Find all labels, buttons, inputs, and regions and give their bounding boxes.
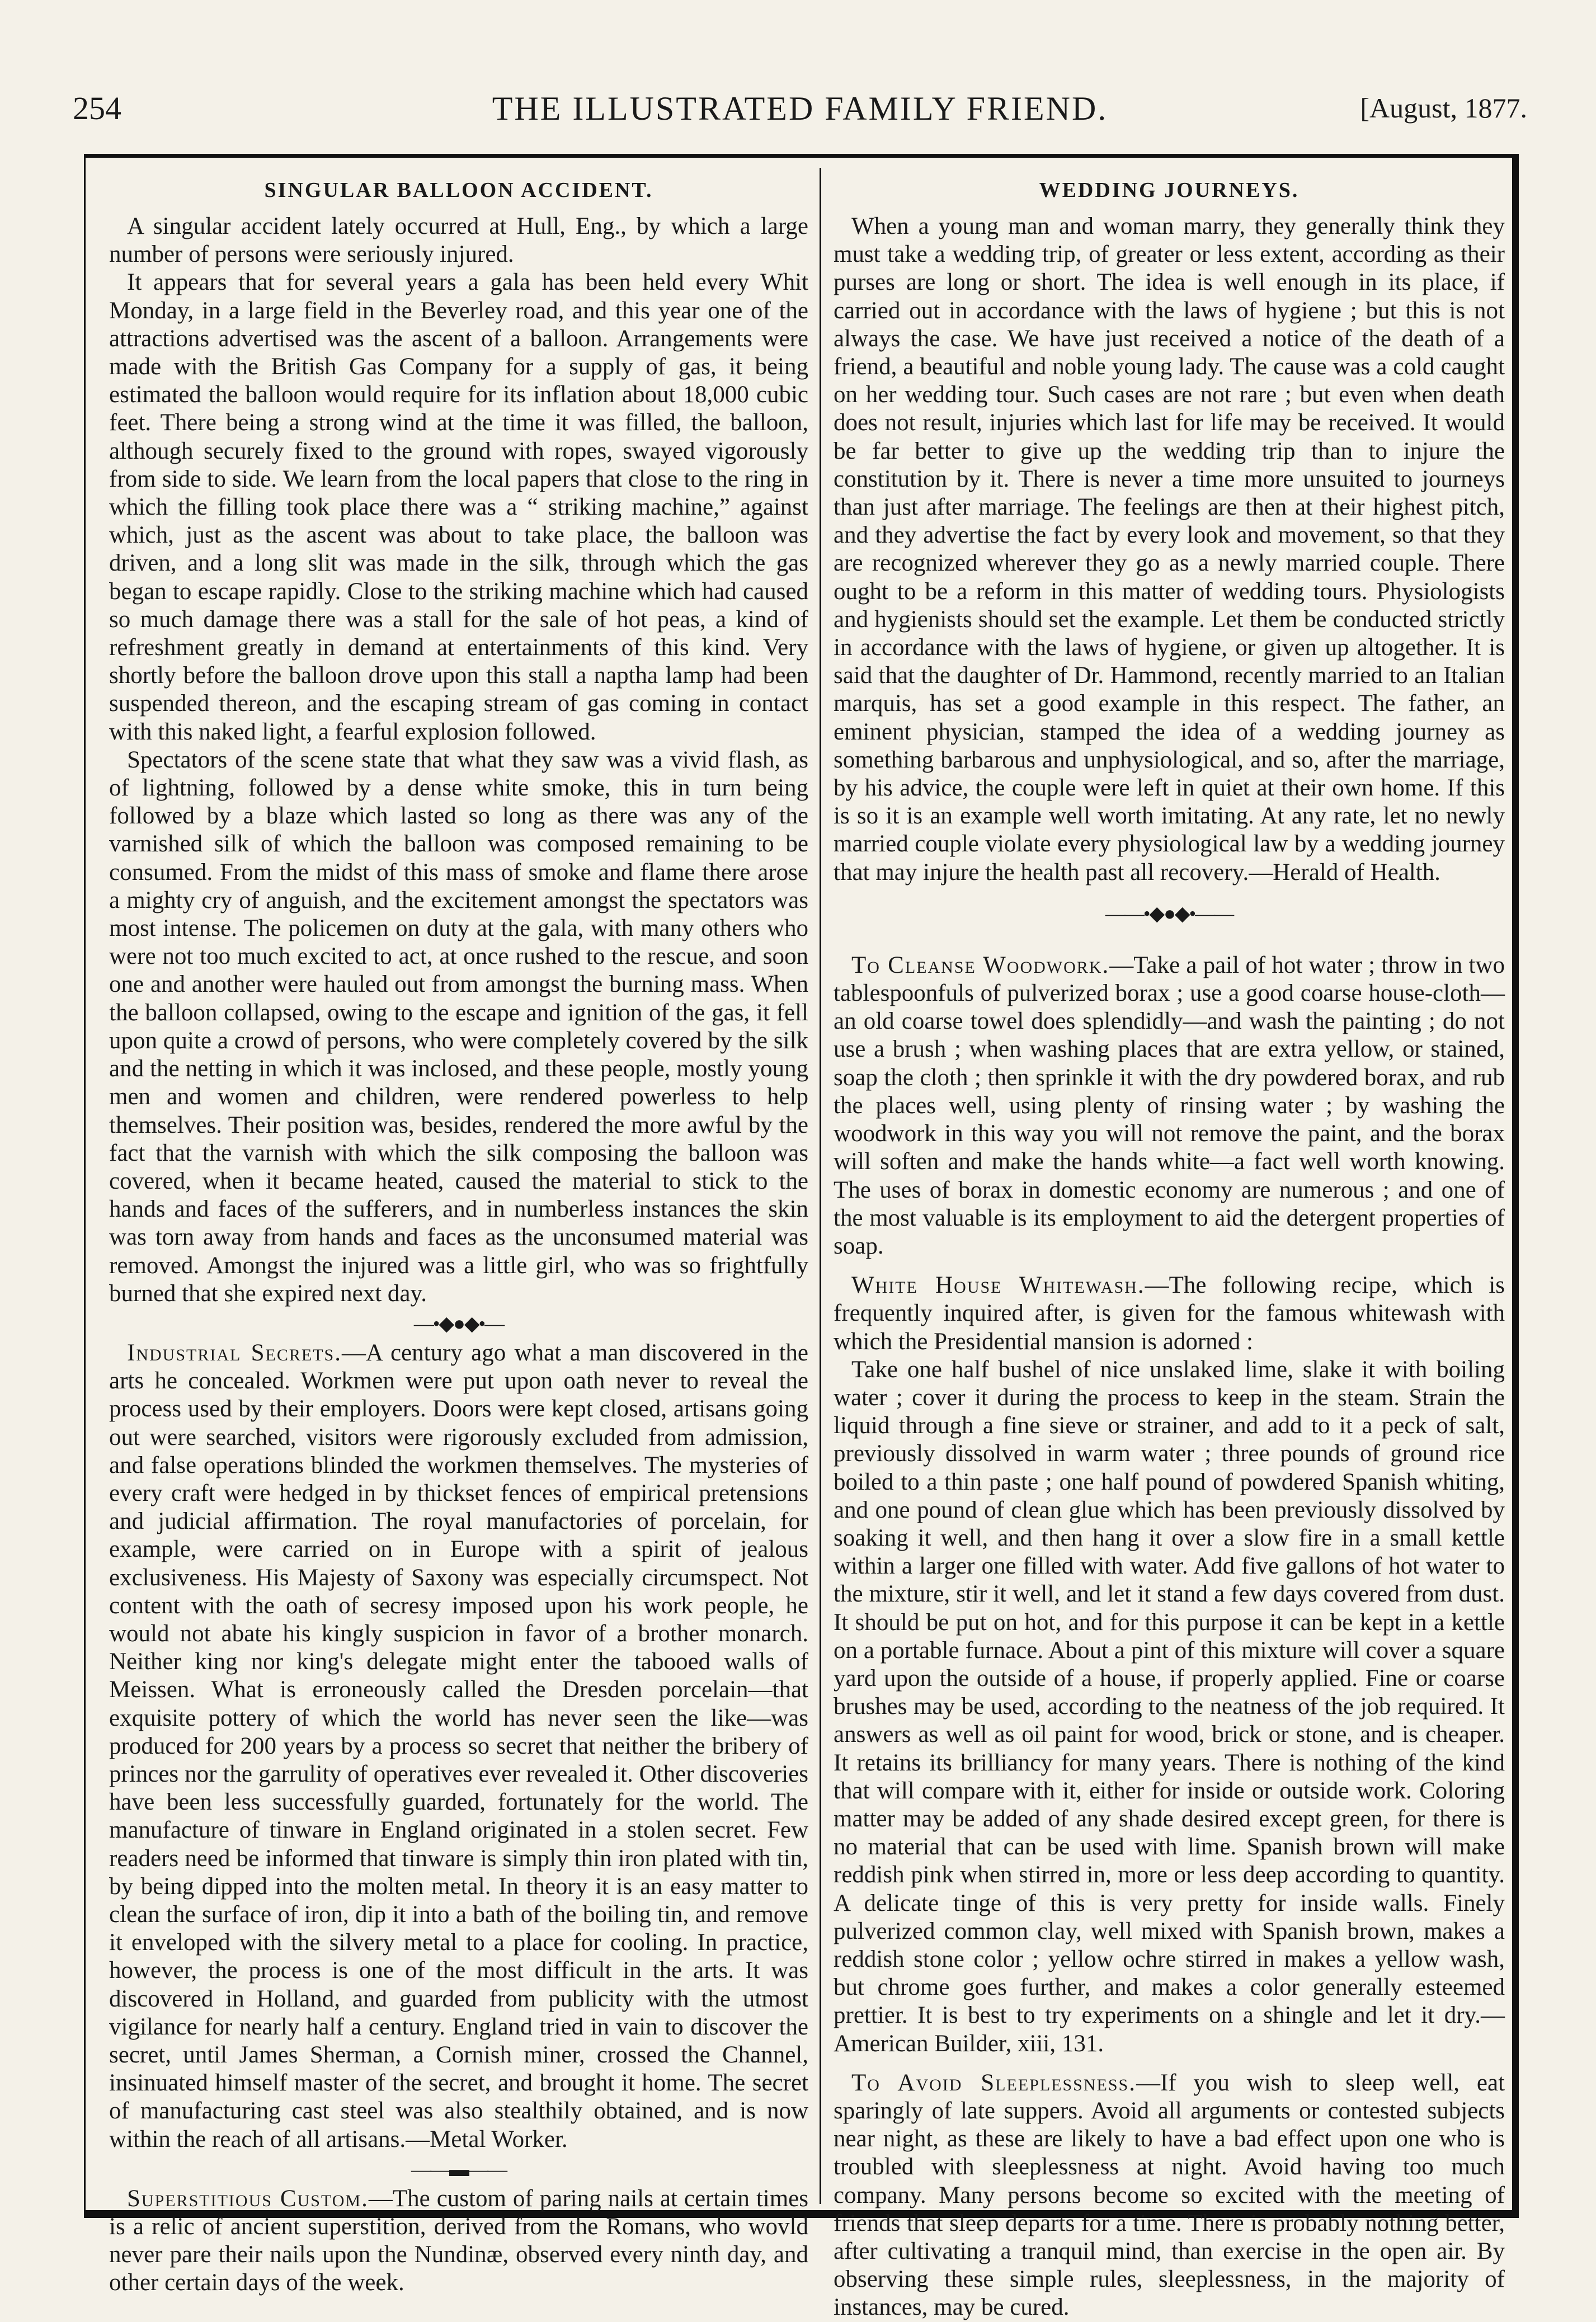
ornament-divider: —•◆●◆•— — [413, 1312, 504, 1335]
article-title: SINGULAR BALLOON ACCIDENT. — [264, 178, 653, 202]
left-column — [109, 173, 808, 2296]
paragraph: It appears that for several years a gala has been held every Whit Monday, in a large field in the Beverley road, and this year one of the attractions advertised was the ascent of a balloon. Arrangements were made with the British Gas Company for a supply of gas, it being estimated the balloon would require for its inflation about 18,000 cubic feet. There being a strong wind at the time it was filled, the balloon, although securely fixed to the ground with ropes, swayed vigorously from side to side. We learn from the local papers that close to the ring in which the filling took place there was a “ striking machine,” against which, just as the ascent was about to take place, the balloon was driven, and a long slit was made in the silk, through which the gas began to escape rapidly. Close to the striking machine which had caused so much damage there was a stall for the sale of hot peas, a kind of refreshment greatly in demand at entertainments of this kind. Very shortly before the balloon drove upon this stall a naptha lamp had been suspended thereon, and the escaping stream of gas coming in contact with this naked light, a fearful explosion followed. — [109, 269, 808, 745]
ornament-divider: ——•◆●◆•—— — [1105, 902, 1234, 925]
article-title: WEDDING JOURNEYS. — [1039, 178, 1300, 202]
paragraph: Spectators of the scene state that what they saw was a vivid flash, as of lightning, followed by a dense white smoke, this in turn being followed by a blaze which lasted so long as there was any of the varnished silk of which the balloon was composed remaining to be consumed. From the midst of this mass of smoke and flame there arose a mighty cry of anguish, and the excitement amongst the spectators was most intense. The policemen on duty at the gala, with many others who were not too much excited to act, at once rushed to the rescue, and soon one and another were hauled out from amongst the burning mass. When the balloon collapsed, owing to the escape and ignition of the gas, it fell upon quite a crowd of persons, who were completely covered by the silk and the netting in which it was inclosed, and these people, mostly young men and women and children, were rendered powerless to help themselves. Their position was, besides, rendered the more awful by the fact that the varnish with which the silk composing the balloon was covered, when it became heated, caused the material to stick to the hands and faces of the sufferers, and in numberless instances the skin was torn away from hands and faces as the unconsumed material was removed. Amongst the injured was a little girl, who was so frightfully burned that she expired next day. — [109, 746, 808, 1307]
column-rule — [820, 168, 821, 2204]
running-head — [73, 84, 1527, 145]
paragraph — [834, 2069, 1505, 2322]
paragraph-text: —If you wish to sleep well, eat sparingly of late suppers. Avoid all arguments or contested subjects near night, as these are likely to have a bad effect upon one who is troubled with sleeplessness at night. Avoid having too much company. Many persons become so excited with the meeting of friends that sleep departs for a time. There is probably nothing better, after cultivating a tranquil mind, than exercise in the open air. By observing these simple rules, sleeplessness, in the majority of instances, may be cured. — [834, 2069, 1505, 2321]
ornament-divider: ——▬—— — [411, 2158, 506, 2180]
lead-in: Superstitious Custom. — [127, 2185, 369, 2212]
paragraph — [834, 952, 1505, 1260]
paragraph — [109, 1339, 808, 2154]
paragraph-text: —A century ago what a man discovered in the arts he concealed. Workmen were put upon oath never to reveal the process used by their employers. Doors were kept closed, artisans going out were searched, visitors were rigorously excluded from admission, and false operations blinded the workmen themselves. The mysteries of every craft were hedged in by thickset fences of empirical pretensions and judicial affirmation. The royal manufactories of porcelain, for example, were carried on in Europe with a spirit of jealous exclusiveness. His Majesty of Saxony was especially circumspect. Not content with the oath of secresy imposed upon his work people, he would not abate his kingly suspicion in favor of a brother monarch. Neither king nor king's delegate might enter the tabooed walls of Meissen. What is erroneously called the Dresden porcelain—that exquisite pottery of which the world has never seen the like—was produced for 200 years by a process so secret that neither the bribery of princes nor the garrulity of operatives ever revealed it. Other discoveries have been less successfully guarded, fortunately for the world. The manufacture of tinware in England originated in a stolen secret. Few readers need be informed that tinware is simply thin iron plated with tin, by being dipped into the molten metal. In theory it is an easy matter to clean the surface of iron, dip it into a bath of the boiling tin, and remove it enveloped with the silvery metal to a place for cooling. In practice, however, the process is one of the most difficult in the arts. It was discovered in Holland, and guarded from publicity with the utmost vigilance for nearly half a century. England tried in vain to discover the secret, until James Sherman, a Cornish miner, crossed the Channel, insinuated himself master of the secret, and brought it home. The secret of manufacturing cast steel was also stealthily obtained, and is now within the reach of all artisans.—Metal Worker. — [109, 1339, 808, 2153]
paragraph: A singular accident lately occurred at Hull, Eng., by which a large number of persons were seriously injured. — [109, 213, 808, 268]
issue-date: [August, 1877. — [1360, 92, 1527, 124]
lead-in: To Avoid Sleeplessness. — [851, 2069, 1136, 2096]
page-number: 254 — [73, 90, 121, 126]
journal-title: THE ILLUSTRATED FAMILY FRIEND. — [492, 90, 1108, 127]
lead-in: Industrial Secrets. — [127, 1339, 342, 1366]
lead-in: White House Whitewash. — [851, 1272, 1145, 1299]
right-column — [834, 173, 1505, 2321]
paragraph — [109, 2185, 808, 2297]
paragraph: Take one half bushel of nice unslaked lime, slake it with boiling water ; cover it during the process to keep in the steam. Strain the liquid through a fine sieve or strainer, and add to it a peck of salt, previously dissolved in warm water ; three pounds of ground rice boiled to a thin paste ; one half pound of powdered Spanish whiting, and one pound of clean glue which has been previously dissolved by soaking it well, and then hang it over a slow fire in a small kettle within a larger one filled with water. Add five gallons of hot water to the mixture, stir it well, and let it stand a few days covered from dust. It should be put on hot, and for this purpose it can be kept in a kettle on a portable furnace. About a pint of this mixture will cover a square yard upon the outside of a house, if properly applied. Fine or coarse brushes may be used, according to the neatness of the job required. It answers as well as oil paint for wood, brick or stone, and is cheaper. It retains its brilliancy for many years. There is nothing of the kind that will compare with it, either for inside or outside work. Coloring matter may be added of any shade desired except green, for there is no material that can be used with lime. Spanish brown will make reddish pink when stirred in, more or less deep according to quantity. A delicate tinge of this is very pretty for inside walls. Finely pulverized common clay, well mixed with Spanish brown, makes a reddish stone color ; yellow ochre stirred in makes a yellow wash, but chrome goes further, and makes a color generally esteemed prettier. It is best to try experiments on a shingle and let it dry.—American Builder, xiii, 131. — [834, 1356, 1505, 2057]
lead-in: To Cleanse Woodwork. — [851, 952, 1110, 978]
paragraph-text: —The following recipe, which is frequently inquired after, is given for the famous whitewash with which the Presidential mansion is adorned : — [834, 1272, 1505, 1355]
paragraph-text: —Take a pail of hot water ; throw in two tablespoonfuls of pulverized borax ; use a good coarse house-cloth—an old coarse towel does splendidly—and wash the painting ; do not use a brush ; when washing places that are extra yellow, or stained, soap the cloth ; then sprinkle it with the dry powdered borax, and rub the places well, using plenty of rinsing water ; by washing the woodwork in this way you will not remove the paint, and the borax will soften and make the hands white—a fact well worth knowing. The uses of borax in domestic economy are numerous ; and one of the most valuable is its employment to aid the detergent properties of soap. — [834, 952, 1505, 1259]
paragraph — [834, 1271, 1505, 1356]
paragraph: When a young man and woman marry, they generally think they must take a wedding trip, of greater or less extent, according as their purses are long or short. The idea is well enough in its place, if carried out in accordance with the laws of hygiene ; but this is not always the case. We have just received a notice of the death of a friend, a beautiful and noble young lady. The cause was a cold caught on her wedding tour. Such cases are not rare ; but even when death does not result, injuries which last for life may be received. It would be far better to give up the wedding trip than to injure the constitution by it. There is never a time more unsuited to journeys than just after marriage. The feelings are then at their highest pitch, and they advertise the fact by every look and movement, so that they are recognized wherever they go as a newly married couple. There ought to be a reform in this matter of wedding tours. Physiologists and hygienists should set the example. Let them be conducted strictly in accordance with the laws of hygiene, or given up altogether. It is said that the daughter of Dr. Hammond, recently married to an Italian marquis, has set a good example in this respect. The father, an eminent physician, stamped the idea of a wedding journey as something barbarous and unphysiological, and so, after the marriage, by his advice, the couple were left in quiet at their own home. If this is so it is an example well worth imitating. At any rate, let no newly married couple violate every physiological law by a wedding journey that may injure the health past all recovery.—Herald of Health. — [834, 213, 1505, 886]
paragraph-text: —The custom of paring nails at certain times is a relic of ancient superstition, derived from the Romans, who wovld never pare their nails upon the Nundinæ, observed every ninth day, and other certain days of the week. — [109, 2185, 808, 2296]
